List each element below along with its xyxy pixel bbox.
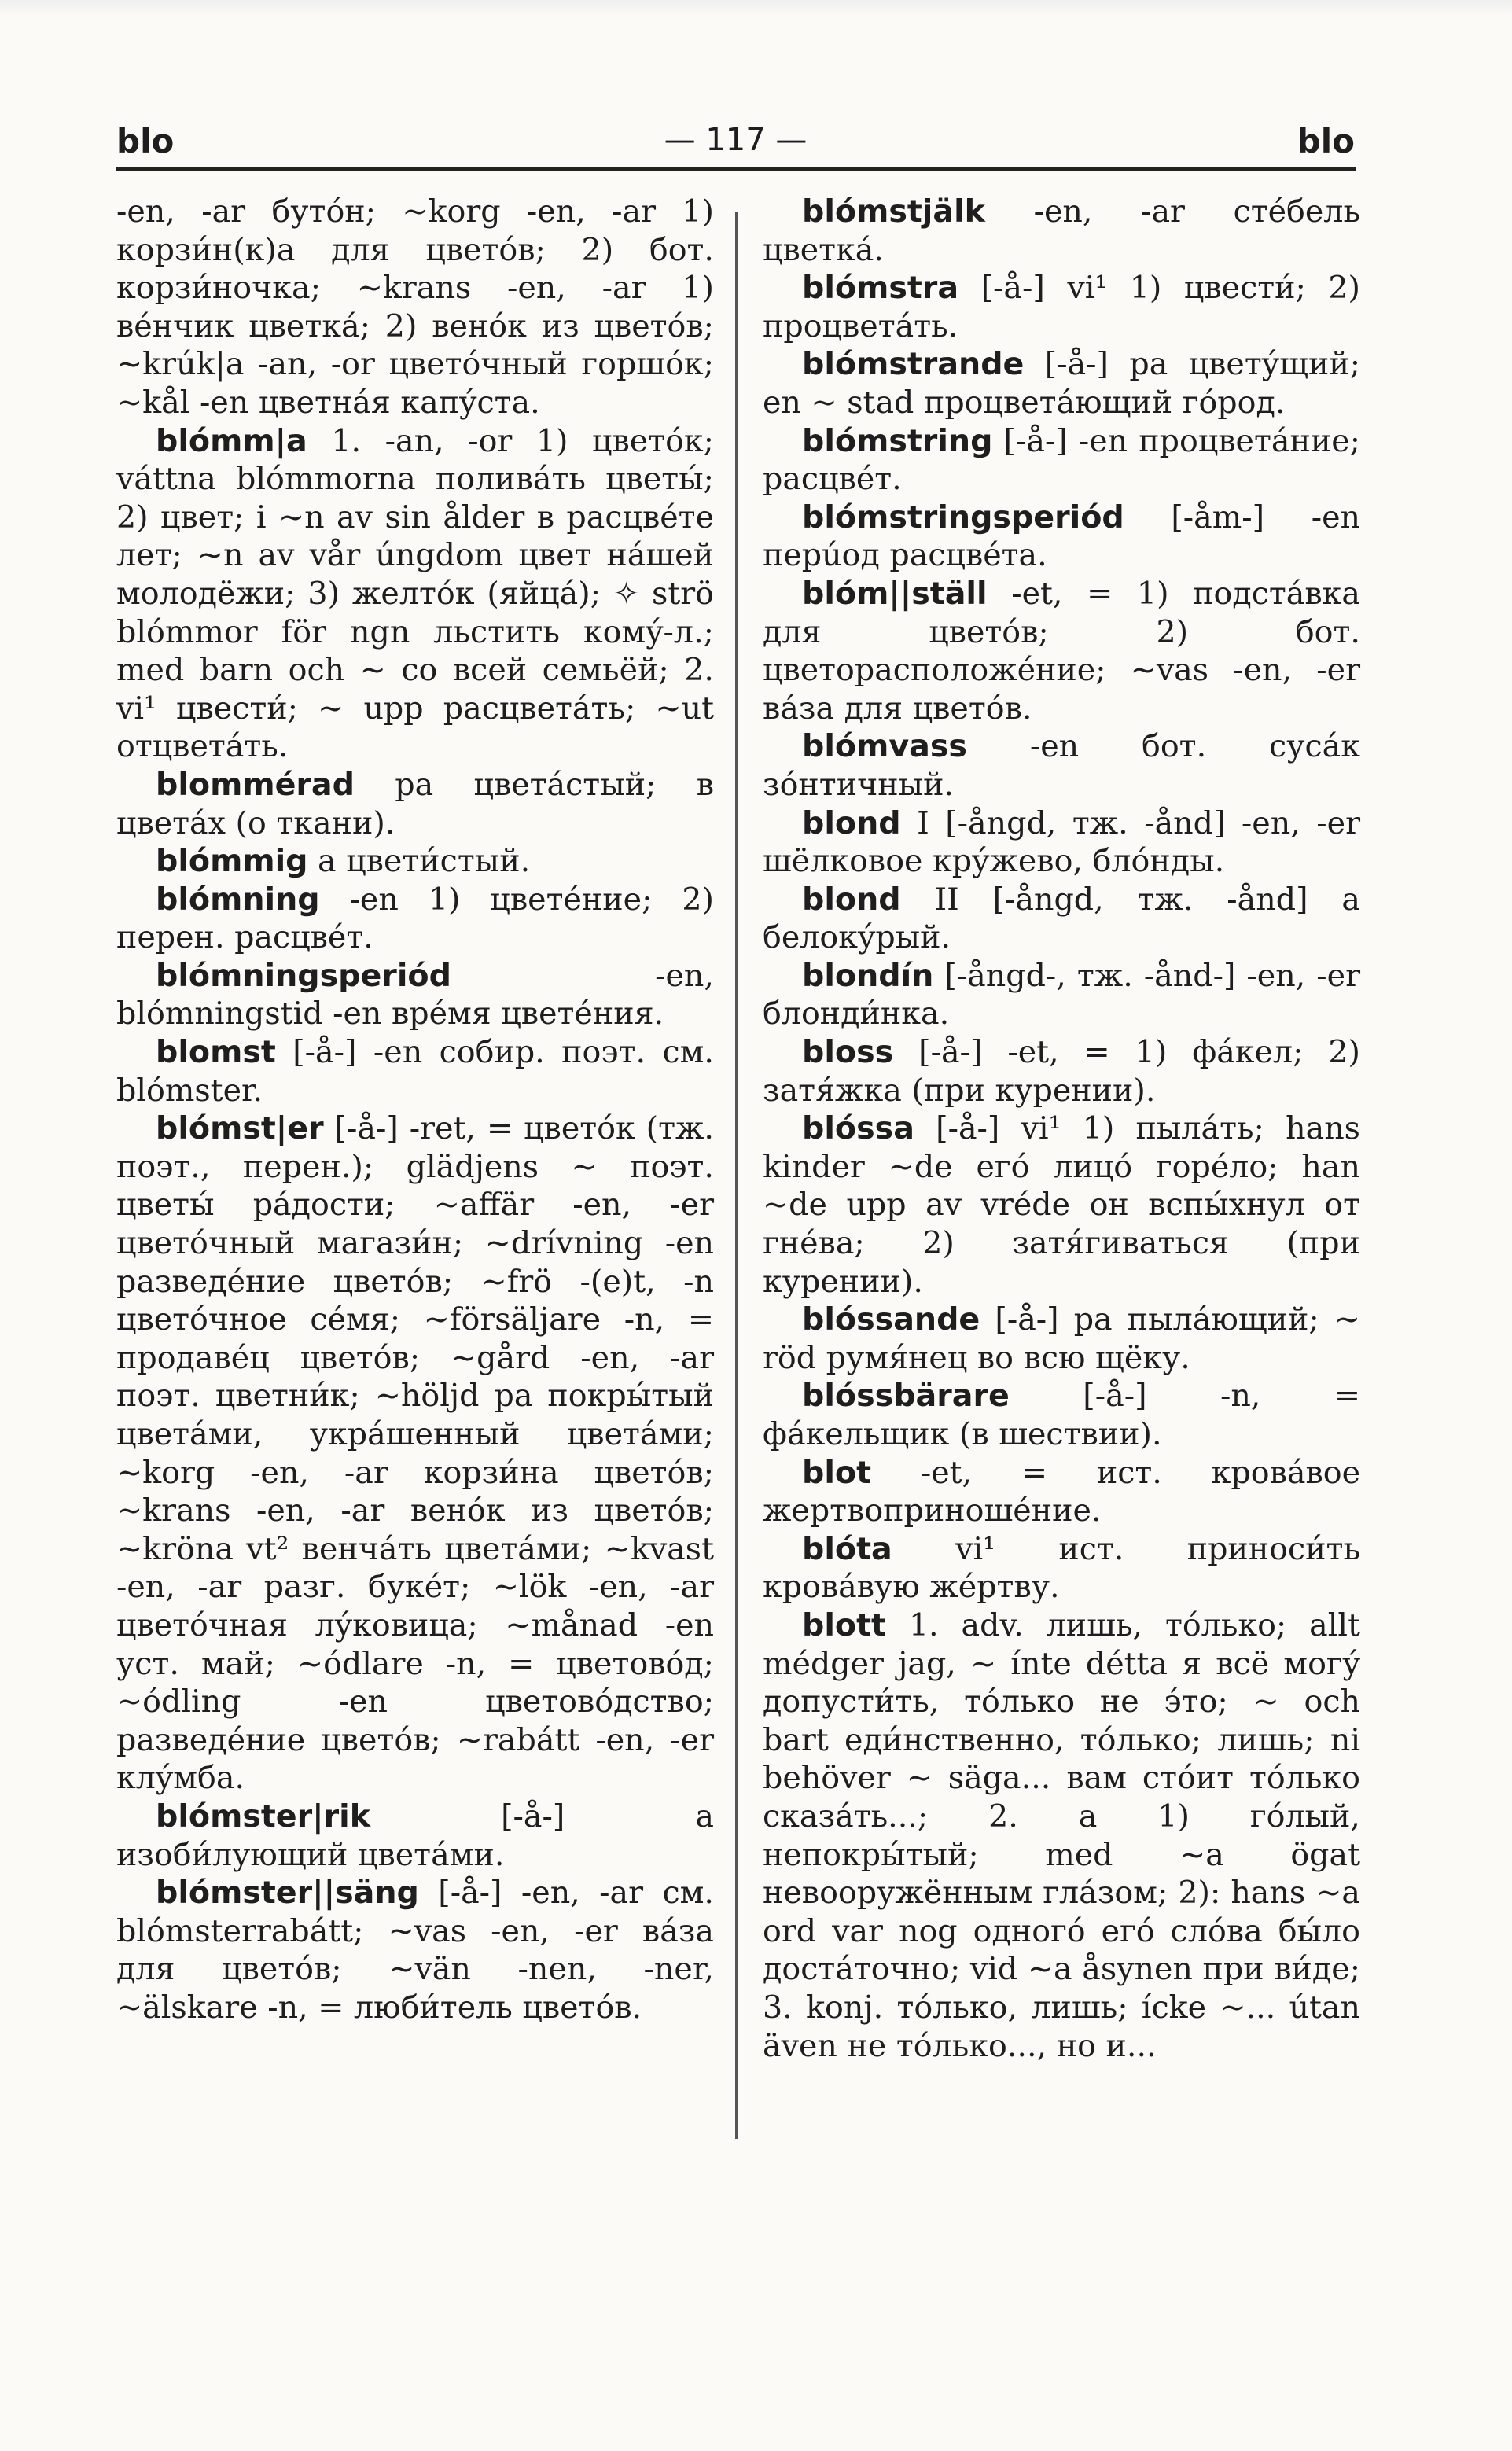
right-running-head: blo	[1297, 122, 1355, 160]
dictionary-entry: blond II [-ångd, тж. -ånd] a белокýрый.	[763, 881, 1360, 956]
dictionary-entry: blómstringsperiód [-åm-] -en перúод расцвéта.	[763, 499, 1360, 574]
column-divider	[735, 212, 738, 2139]
dictionary-entry: blond I [-ångd, тж. -ånd] -en, -er шёлковое крýжево, блóнды.	[763, 804, 1360, 880]
dictionary-entry: blot -et, = ист. кровáвое жертвоприношéние.	[763, 1454, 1360, 1529]
scan-edge	[0, 0, 1512, 16]
dictionary-entry: blómning -en 1) цветéние; 2) перен. расцвéт.	[116, 881, 714, 956]
left-column	[116, 193, 714, 2027]
left-running-head: blo	[116, 122, 175, 160]
dictionary-entry: blóm||ställ -et, = 1) подстáвка для цветóв; 2) бот. цветорасположéние; ~vas -en, -er вáза для цветóв.	[763, 575, 1360, 727]
dictionary-entry: blómmig a цвети́стый.	[156, 843, 531, 880]
dictionary-entry: blómstrande [-å-] pa цветýщий; en ~ stad процветáющий гóрод.	[763, 346, 1360, 421]
dictionary-entry: blómvass -en бот. сусáк зóнтичный.	[763, 728, 1360, 803]
dictionary-entry: blóssbärare [-å-] -n, = фáкельщик (в шествии).	[763, 1378, 1360, 1452]
page-number: — 117 —	[664, 122, 808, 158]
dictionary-entry: blott 1. adv. лишь, тóлько; allt médger jag, ~ ínte détta я всё могý допусти́ть, тóлько не э́то; ~ och bart еди́нственно, тóлько; лишь; ni behöver ~ säga... вам стóит тóлько сказáть...; 2. a 1) гóлый, непокры́тый; med ~a ögat невооружённым глáзом; 2): hans ~a ord var nog одногó егó слóва бы́ло достáточно; vid ~a åsynen при ви́де; 3. konj. тóлько, лишь; ícke ~... útan även не тóлько..., но и...	[763, 1606, 1360, 2064]
dictionary-entry: bloss [-å-] -et, = 1) фáкел; 2) затя́жка (при курении).	[763, 1034, 1360, 1109]
dictionary-entry: blómstring [-å-] -en процветáние; расцвéт.	[763, 422, 1360, 498]
dictionary-entry: blómster||säng [-å-] -en, -ar см. blómsterrabátt; ~vas -en, -er вáза для цветóв; ~vän -nen, -ner, ~älskare -n, = люби́тель цветóв.	[116, 1875, 714, 2026]
dictionary-entry: blómster|rik [-å-] a изоби́лующий цветáми.	[116, 1798, 714, 1873]
right-column	[763, 193, 1360, 2065]
dictionary-entry: blómstjälk -en, -ar стéбель цветкá.	[763, 193, 1360, 268]
dictionary-entry: blondín [-ångd-, тж. -ånd-] -en, -er блонди́нка.	[763, 957, 1360, 1032]
dictionary-entry: blómm|a 1. -an, -or 1) цветóк; váttna blómmorna поливáть цветы́; 2) цвет; i ~n av sin ålder в расцвéте лет; ~n av vår úngdom цвет нáшей молодёжи; 3) желтóк (яйцá); ✧ strö blómmor för ngn льстить комý-л.; med barn och ~ со всей семьёй; 2. vi¹ цвести́; ~ upp расцветáть; ~ut отцветáть.	[116, 422, 714, 765]
dictionary-entry: blommérad pa цветáстый; в цветáх (о ткани).	[116, 766, 714, 841]
dictionary-entry: -en, -ar бутóн; ~korg -en, -ar 1) корзи́н(к)а для цветóв; 2) бот. корзи́ночка; ~krans -en, -ar 1) вéнчик цветкá; 2) венóк из цветóв; ~krúk|a -an, -or цветóчный горшóк; ~kål -en цветнáя капýста.	[116, 193, 714, 421]
dictionary-entry: blomst [-å-] -en собир. поэт. см. blómster.	[116, 1034, 714, 1109]
dictionary-entry: blómst|er [-å-] -ret, = цветóк (тж. поэт., перен.); glädjens ~ поэт. цветы́ рáдости; ~affär -en, -er цветóчный магази́н; ~drívning -en разведéние цветóв; ~frö -(e)t, -n цветóчное сéмя; ~försäljare -n, = продавéц цветóв; ~gård -en, -ar поэт. цветни́к; ~höljd pa покры́тый цветáми, укрáшенный цветáми; ~korg -en, -ar корзи́на цветóв; ~krans -en, -ar венóк из цветóв; ~kröna vt² венчáть цветáми; ~kvast -en, -ar разг. букéт; ~lök -en, -ar цветóчная лýковица; ~månad -en уст. май; ~ódlare -n, = цветовóд; ~ódling -en цветовóдство; разведéние цветóв; ~rabátt -en, -er клýмба.	[116, 1110, 714, 1797]
dictionary-entry: blómningsperiód -en, blómningstid -en врéмя цветéния.	[116, 957, 714, 1032]
dictionary-entry: blóta vi¹ ист. приноси́ть кровáвую жéртву.	[763, 1530, 1360, 1606]
dictionary-entry: blómstra [-å-] vi¹ 1) цвести́; 2) процветáть.	[763, 270, 1360, 344]
page-header	[116, 122, 1355, 171]
header-rule	[116, 167, 1356, 171]
dictionary-entry: blóssande [-å-] pa пылáющий; ~ röd румя́нец во всю щёку.	[763, 1301, 1360, 1376]
dictionary-entry: blóssa [-å-] vi¹ 1) пылáть; hans kinder ~de егó лицó горéло; han ~de upp av vréde он вспы́хнул от гнéва; 2) затя́гиваться (при курении).	[763, 1110, 1360, 1300]
